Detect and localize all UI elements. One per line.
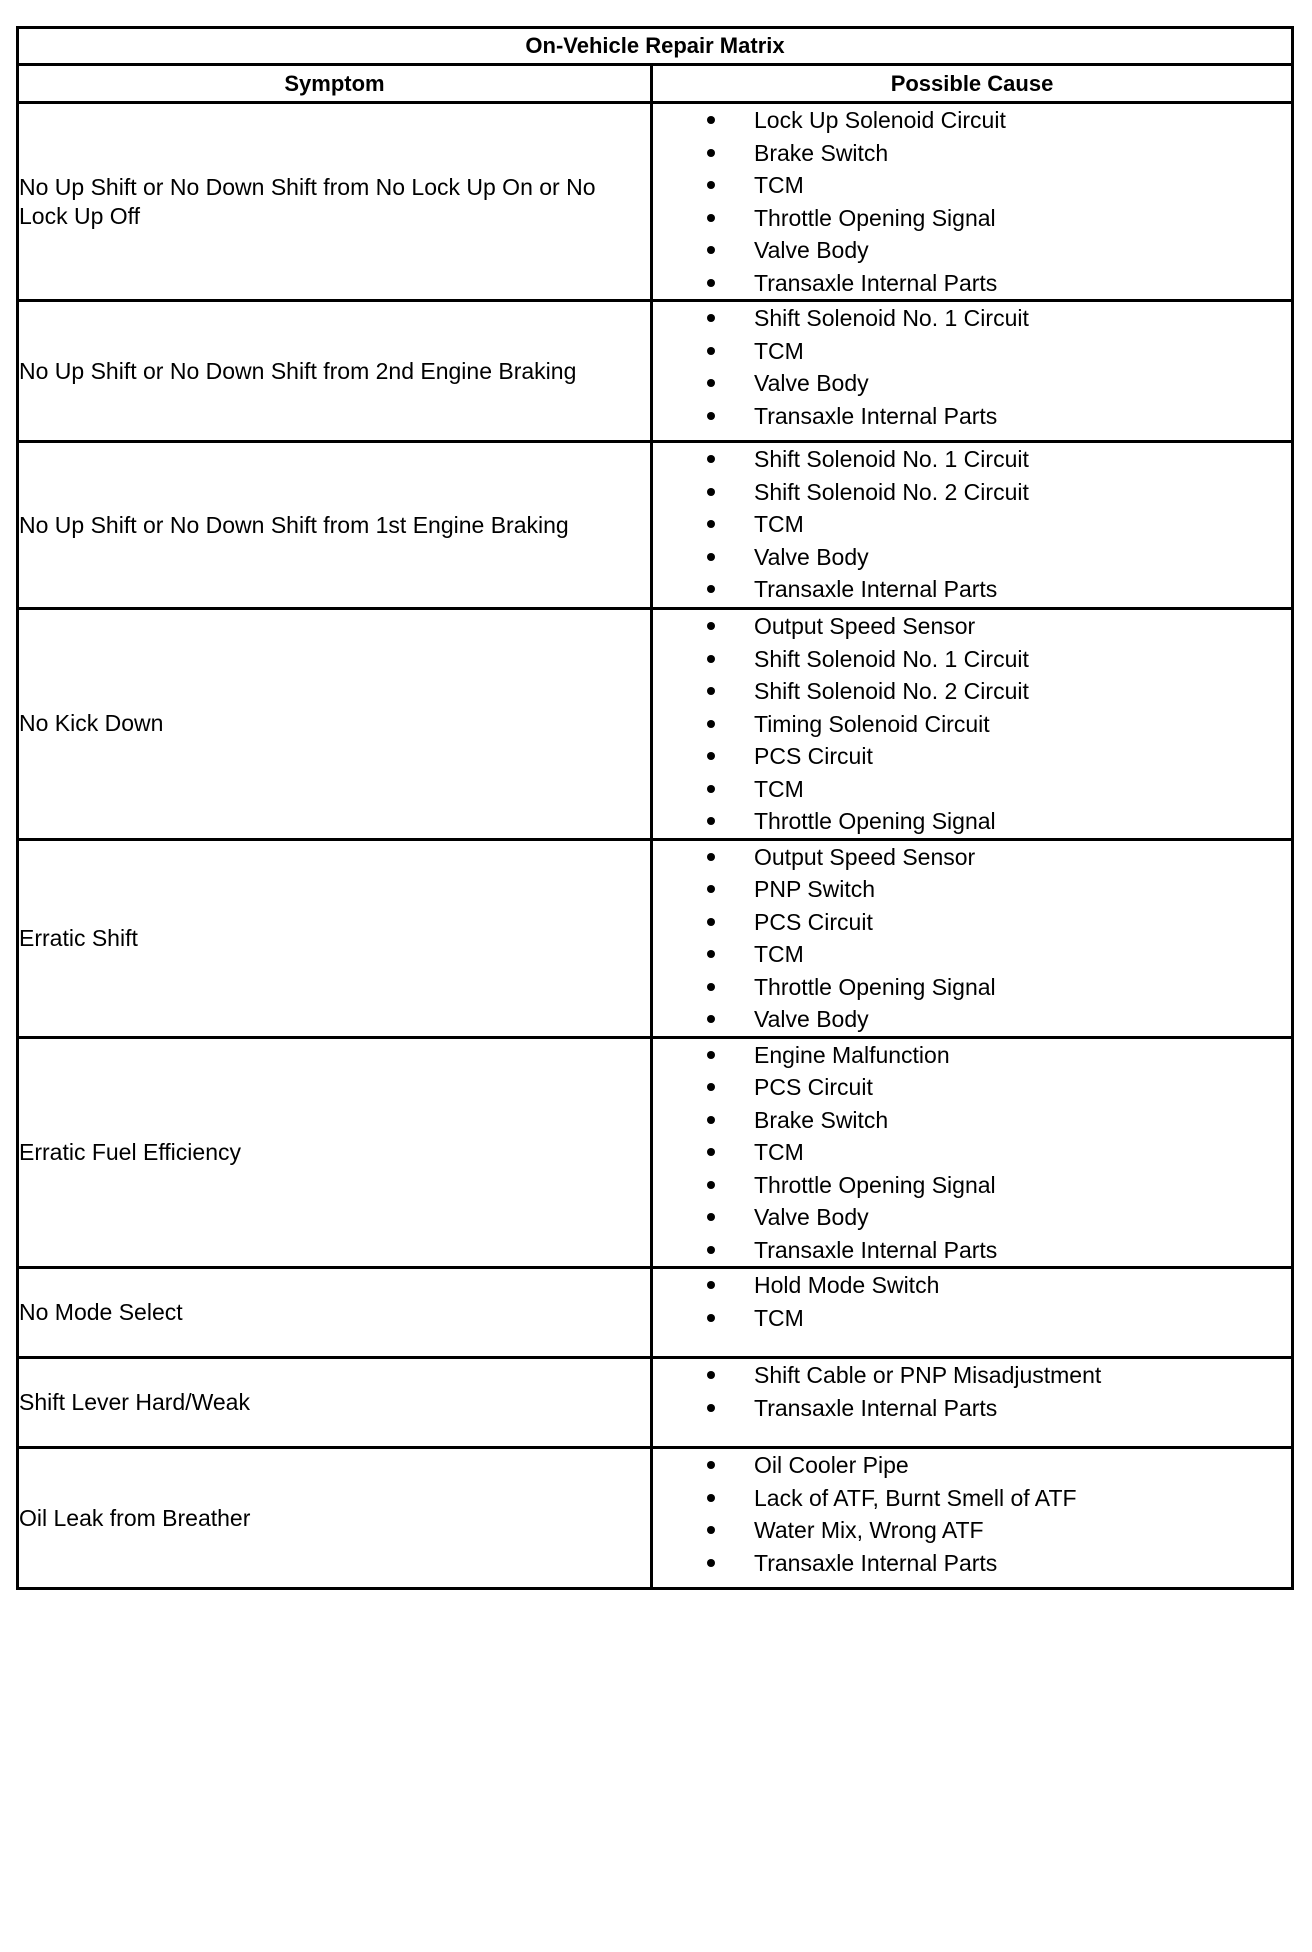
cause-list-item <box>653 1302 1291 1335</box>
bullet-icon <box>707 687 715 695</box>
table-row <box>18 1448 1293 1589</box>
cause-list <box>653 1269 1291 1334</box>
symptom-cell: No Kick Down <box>18 609 652 840</box>
cause-text: Water Mix, Wrong ATF <box>754 1517 984 1543</box>
cause-list-item <box>653 400 1291 433</box>
possible-cause-cell <box>652 1037 1293 1268</box>
possible-cause-cell <box>652 839 1293 1037</box>
cause-text: Engine Malfunction <box>754 1041 950 1068</box>
cause-list-item <box>653 1234 1291 1267</box>
cause-list-item <box>653 906 1291 939</box>
cause-list-item <box>653 1482 1291 1515</box>
table-row <box>18 1358 1293 1448</box>
symptom-cell: Oil Leak from Breather <box>18 1448 652 1589</box>
cause-text: Transaxle Internal Parts <box>754 1236 998 1263</box>
bullet-icon <box>707 214 715 222</box>
bullet-icon <box>707 1461 715 1469</box>
cause-text: Lack of ATF, Burnt Smell of ATF <box>754 1484 1077 1511</box>
cause-text: TCM <box>754 775 804 802</box>
cause-text: Throttle Opening Signal <box>754 973 996 1000</box>
possible-cause-cell <box>652 609 1293 840</box>
bullet-icon <box>707 853 715 861</box>
cause-text: Valve Body <box>754 1006 869 1032</box>
cause-text: Output Speed Sensor <box>754 613 976 639</box>
cause-list <box>653 302 1291 432</box>
table-title: On-Vehicle Repair Matrix <box>18 28 1293 65</box>
cause-text: Throttle Opening Signal <box>754 204 996 231</box>
cause-text: Valve Body <box>754 1204 869 1230</box>
cause-list-item <box>653 267 1291 300</box>
table-row <box>18 301 1293 442</box>
cause-list <box>653 841 1291 1036</box>
cause-list-item <box>653 1039 1291 1072</box>
symptom-cell: No Up Shift or No Down Shift from 1st Engine Braking <box>18 442 652 609</box>
bullet-icon <box>707 279 715 287</box>
cause-list-item <box>653 1514 1291 1547</box>
symptom-cell: No Up Shift or No Down Shift from 2nd Engine Braking <box>18 301 652 442</box>
cause-text: PCS Circuit <box>754 908 873 935</box>
possible-cause-cell <box>652 301 1293 442</box>
bullet-icon <box>707 785 715 793</box>
table-row <box>18 1037 1293 1268</box>
cause-list-item <box>653 675 1291 708</box>
cause-list-item <box>653 1071 1291 1104</box>
cause-text: Shift Solenoid No. 2 Circuit <box>754 478 1029 505</box>
bullet-icon <box>707 488 715 496</box>
bullet-icon <box>707 1559 715 1567</box>
cause-text: Transaxle Internal Parts <box>754 1549 998 1576</box>
cause-text: Oil Cooler Pipe <box>754 1452 909 1478</box>
bullet-icon <box>707 1404 715 1412</box>
cause-list-item <box>653 740 1291 773</box>
bullet-icon <box>707 246 715 254</box>
bullet-icon <box>707 455 715 463</box>
cause-list <box>653 1039 1291 1267</box>
symptom-cell: Shift Lever Hard/Weak <box>18 1358 652 1448</box>
cause-list <box>653 443 1291 606</box>
cause-list-item <box>653 476 1291 509</box>
cause-list-item <box>653 234 1291 267</box>
bullet-icon <box>707 1015 715 1023</box>
bullet-icon <box>707 314 715 322</box>
bullet-icon <box>707 950 715 958</box>
table-row <box>18 609 1293 840</box>
bullet-icon <box>707 181 715 189</box>
possible-cause-cell <box>652 442 1293 609</box>
bullet-icon <box>707 720 715 728</box>
bullet-icon <box>707 1083 715 1091</box>
cause-text: Output Speed Sensor <box>754 843 976 870</box>
cause-list-item <box>653 841 1291 874</box>
cause-list-item <box>653 104 1291 137</box>
cause-text: Timing Solenoid Circuit <box>754 710 990 737</box>
bullet-icon <box>707 1371 715 1379</box>
bullet-icon <box>707 655 715 663</box>
cause-text: Lock Up Solenoid Circuit <box>754 107 1006 133</box>
cause-list-item <box>653 1136 1291 1169</box>
cause-text: Transaxle Internal Parts <box>754 1394 998 1421</box>
table-row <box>18 1268 1293 1358</box>
cause-list-item <box>653 541 1291 574</box>
table-row <box>18 442 1293 609</box>
bullet-icon <box>707 347 715 355</box>
cause-text: Shift Solenoid No. 1 Circuit <box>754 305 1029 331</box>
bullet-icon <box>707 116 715 124</box>
cause-text: TCM <box>754 172 804 198</box>
cause-list-item <box>653 1003 1291 1036</box>
cause-text: Shift Solenoid No. 2 Circuit <box>754 678 1029 704</box>
cause-text: TCM <box>754 1304 804 1331</box>
bullet-icon <box>707 553 715 561</box>
cause-list-item <box>653 1269 1291 1302</box>
bullet-icon <box>707 885 715 893</box>
bullet-icon <box>707 622 715 630</box>
cause-text: PCS Circuit <box>754 1074 873 1100</box>
bullet-icon <box>707 1281 715 1289</box>
cause-text: Throttle Opening Signal <box>754 1171 996 1198</box>
cause-list-item <box>653 573 1291 606</box>
cause-list-item <box>653 643 1291 676</box>
table-row <box>18 839 1293 1037</box>
cause-text: Throttle Opening Signal <box>754 808 996 834</box>
possible-cause-cell <box>652 1448 1293 1589</box>
cause-list-item <box>653 302 1291 335</box>
cause-list-item <box>653 1392 1291 1425</box>
cause-list <box>653 610 1291 838</box>
cause-list-item <box>653 1201 1291 1234</box>
cause-text: PNP Switch <box>754 876 876 902</box>
cause-list-item <box>653 1169 1291 1202</box>
symptom-cell: Erratic Fuel Efficiency <box>18 1037 652 1268</box>
bullet-icon <box>707 585 715 593</box>
cause-list-item <box>653 1449 1291 1482</box>
cause-list-item <box>653 610 1291 643</box>
cause-list-item <box>653 1104 1291 1137</box>
cause-list-item <box>653 708 1291 741</box>
symptom-column-header: Symptom <box>18 65 652 103</box>
possible-cause-column-header: Possible Cause <box>652 65 1293 103</box>
symptom-cell: Erratic Shift <box>18 839 652 1037</box>
repair-matrix-table <box>16 26 1294 1590</box>
cause-text: TCM <box>754 337 804 364</box>
cause-list-item <box>653 873 1291 906</box>
cause-list-item <box>653 202 1291 235</box>
bullet-icon <box>707 149 715 157</box>
cause-text: Shift Solenoid No. 1 Circuit <box>754 446 1029 472</box>
bullet-icon <box>707 1051 715 1059</box>
bullet-icon <box>707 1181 715 1189</box>
bullet-icon <box>707 520 715 528</box>
bullet-icon <box>707 1148 715 1156</box>
bullet-icon <box>707 1314 715 1322</box>
cause-text: Brake Switch <box>754 139 889 166</box>
bullet-icon <box>707 412 715 420</box>
table-header-row <box>18 65 1293 103</box>
symptom-cell: No Mode Select <box>18 1268 652 1358</box>
cause-list <box>653 1449 1291 1579</box>
cause-text: Shift Solenoid No. 1 Circuit <box>754 645 1029 672</box>
bullet-icon <box>707 918 715 926</box>
cause-list-item <box>653 137 1291 170</box>
cause-text: Valve Body <box>754 237 869 263</box>
cause-text: Valve Body <box>754 370 869 396</box>
cause-text: Transaxle Internal Parts <box>754 269 998 296</box>
cause-text: TCM <box>754 1139 804 1165</box>
cause-list-item <box>653 335 1291 368</box>
bullet-icon <box>707 817 715 825</box>
possible-cause-cell <box>652 103 1293 301</box>
cause-text: Shift Cable or PNP Misadjustment <box>754 1362 1102 1388</box>
bullet-icon <box>707 1116 715 1124</box>
table-title-row <box>18 28 1293 65</box>
cause-list-item <box>653 508 1291 541</box>
bullet-icon <box>707 379 715 387</box>
cause-list-item <box>653 938 1291 971</box>
cause-list-item <box>653 169 1291 202</box>
cause-list-item <box>653 971 1291 1004</box>
cause-text: Transaxle Internal Parts <box>754 576 998 602</box>
cause-list-item <box>653 1547 1291 1580</box>
symptom-cell: No Up Shift or No Down Shift from No Lock Up On or No Lock Up Off <box>18 103 652 301</box>
bullet-icon <box>707 752 715 760</box>
cause-text: PCS Circuit <box>754 743 873 769</box>
table-row <box>18 103 1293 301</box>
bullet-icon <box>707 983 715 991</box>
cause-text: TCM <box>754 511 804 537</box>
cause-text: Valve Body <box>754 543 869 570</box>
cause-text: Brake Switch <box>754 1106 889 1133</box>
cause-list <box>653 104 1291 299</box>
possible-cause-cell <box>652 1268 1293 1358</box>
bullet-icon <box>707 1213 715 1221</box>
bullet-icon <box>707 1246 715 1254</box>
cause-list-item <box>653 367 1291 400</box>
cause-text: Hold Mode Switch <box>754 1272 940 1298</box>
cause-list-item <box>653 805 1291 838</box>
bullet-icon <box>707 1526 715 1534</box>
bullet-icon <box>707 1494 715 1502</box>
cause-list-item <box>653 443 1291 476</box>
cause-list-item <box>653 1359 1291 1392</box>
cause-text: Transaxle Internal Parts <box>754 402 998 429</box>
possible-cause-cell <box>652 1358 1293 1448</box>
cause-list <box>653 1359 1291 1424</box>
cause-text: TCM <box>754 941 804 967</box>
cause-list-item <box>653 773 1291 806</box>
